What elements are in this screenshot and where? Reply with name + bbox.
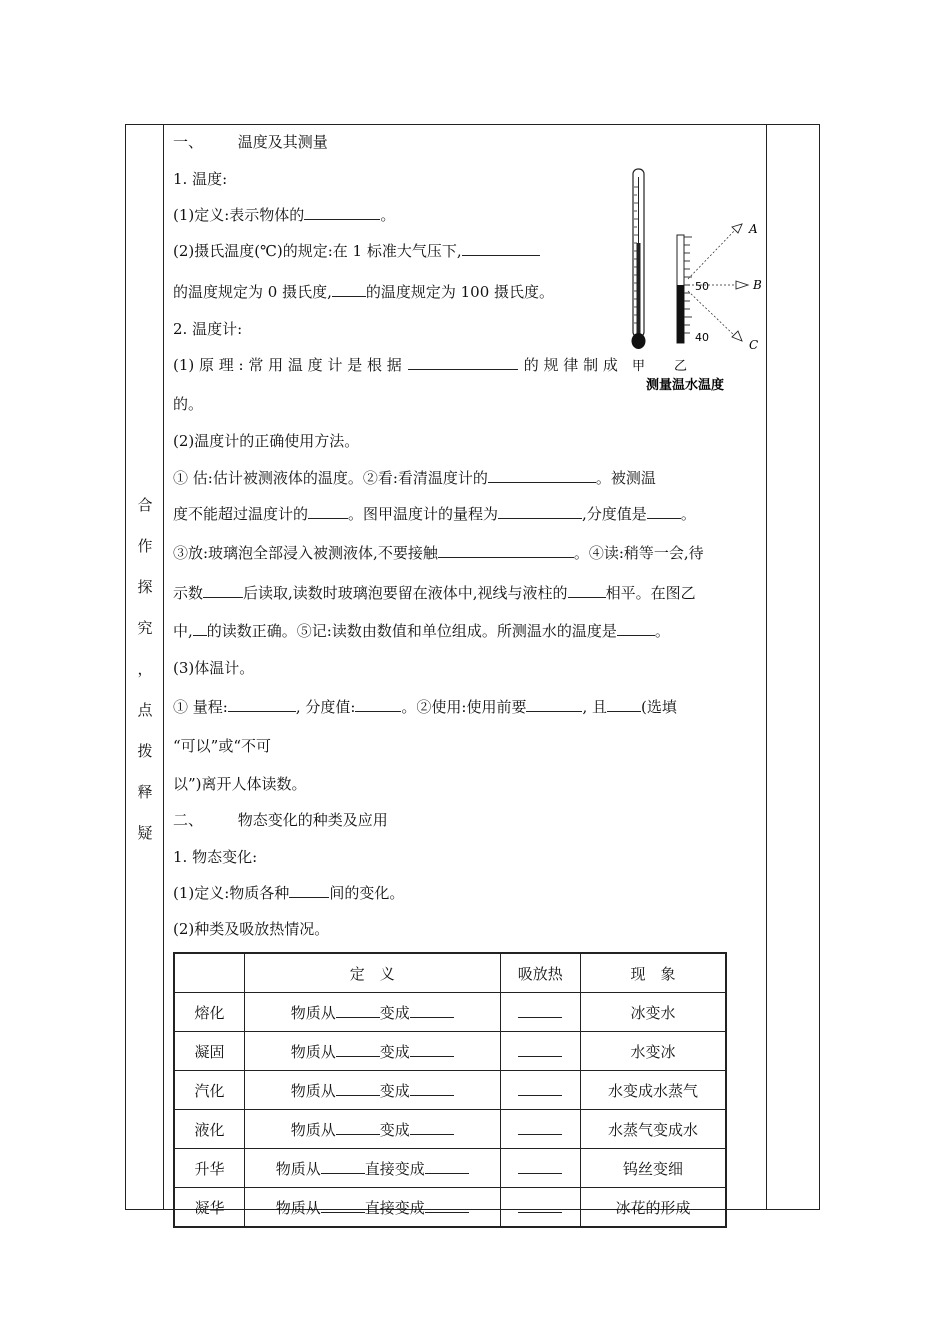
phenomenon-cell: 冰花的形成 (580, 1188, 726, 1228)
thermometer-jia-bulb (632, 333, 646, 349)
estimate-line: ① 估:估计被测液体的温度。②看:看清温度计的 。被测温 (173, 469, 656, 487)
heat-cell (500, 993, 580, 1032)
definition-cell: 物质从 变成 (245, 993, 500, 1032)
state-change-definition: (1)定义:物质各种 间的变化。 (173, 884, 405, 902)
record-line: 中, 的读数正确。⑤记:读数由数值和单位组成。所测温水的温度是 。 (173, 622, 670, 640)
state-name: 升华 (174, 1149, 245, 1188)
side-char: 拨 (137, 742, 153, 760)
side-char: 究 (137, 619, 153, 637)
table-row (174, 1071, 726, 1110)
side-char: ， (137, 660, 153, 678)
phenomenon-cell: 水蒸气变成水 (580, 1110, 726, 1149)
eye-a-label: A (749, 222, 758, 236)
tick-label-50: 50 (695, 280, 709, 293)
definition-cell: 物质从 直接变成 (245, 1149, 500, 1188)
table-row (174, 1110, 726, 1149)
state-name: 汽化 (174, 1071, 245, 1110)
header-cell: 现 象 (580, 953, 726, 993)
definition-line: (1)定义:表示物体的 。 (173, 206, 396, 224)
side-char: 作 (137, 537, 153, 555)
state-change-heading: 1. 物态变化: (173, 848, 258, 866)
definition-cell: 物质从 直接变成 (245, 1188, 500, 1228)
principle-line: (1) 原 理 : 常 用 温 度 计 是 根 据 的 规 律 制 成 (173, 356, 618, 374)
tick-label-40: 40 (695, 331, 709, 344)
principle-line-2: 的。 (173, 395, 204, 413)
heat-cell (500, 1149, 580, 1188)
eye-c-icon (732, 331, 742, 341)
section-1-title: 一、 温度及其测量 (173, 133, 328, 151)
kinds-heading: (2)种类及吸放热情况。 (173, 920, 330, 938)
usage-heading: (2)温度计的正确使用方法。 (173, 432, 360, 450)
definition-cell: 物质从 变成 (245, 1071, 500, 1110)
table-row (174, 993, 726, 1032)
header-cell: 吸放热 (500, 953, 580, 993)
temperature-heading: 1. 温度: (173, 170, 228, 188)
phenomenon-cell: 钨丝变细 (580, 1149, 726, 1188)
side-char: 合 (137, 496, 153, 514)
clinical-line-3: 以”)离开人体读数。 (173, 775, 307, 793)
side-label (126, 485, 164, 854)
thermometer-figure (628, 167, 803, 399)
phenomenon-cell: 水变成水蒸气 (580, 1071, 726, 1110)
thermometer-jia-liquid (637, 243, 641, 335)
table-row (174, 1149, 726, 1188)
clinical-line-2: “可以”或“不可 (173, 737, 272, 755)
side-char: 点 (137, 701, 153, 719)
clinical-line: ① 量程: , 分度值: 。②使用:使用前要 , 且 (选填 (173, 698, 677, 716)
phenomenon-cell: 冰变水 (580, 993, 726, 1032)
heat-cell (500, 1032, 580, 1071)
header-cell: 定 义 (245, 953, 500, 993)
state-change-table (173, 952, 727, 1228)
sightline-a (688, 229, 736, 279)
clinical-heading: (3)体温计。 (173, 659, 255, 677)
thermometer-heading: 2. 温度计: (173, 320, 243, 338)
thermometer-yi-liquid (677, 285, 684, 343)
state-name: 凝华 (174, 1188, 245, 1228)
celsius-line-2: 的温度规定为 0 摄氏度, 的温度规定为 100 摄氏度。 (173, 283, 555, 301)
read-line: 示数 后读取,读数时玻璃泡要留在液体中,视线与液柱的 相平。在图乙 (173, 584, 696, 602)
eye-c-label: C (749, 338, 759, 352)
eye-b-icon (736, 281, 748, 289)
definition-cell: 物质从 变成 (245, 1110, 500, 1149)
label-yi: 乙 (674, 359, 688, 374)
label-jia: 甲 (632, 359, 646, 374)
table-row (174, 1032, 726, 1071)
table-row (174, 1188, 726, 1228)
phenomenon-cell: 水变冰 (580, 1032, 726, 1071)
definition-cell: 物质从 变成 (245, 1032, 500, 1071)
figure-caption: 测量温水温度 (646, 378, 725, 393)
state-name: 液化 (174, 1110, 245, 1149)
heat-cell (500, 1110, 580, 1149)
side-char: 释 (137, 783, 153, 801)
header-cell (174, 953, 245, 993)
outer-frame (125, 124, 820, 1217)
heat-cell (500, 1188, 580, 1228)
heat-cell (500, 1071, 580, 1110)
section-2-title: 二、 物态变化的种类及应用 (173, 811, 388, 829)
place-line: ③放:玻璃泡全部浸入被测液体,不要接触 。④读:稍等一会,待 (173, 544, 704, 562)
state-name: 熔化 (174, 993, 245, 1032)
side-char: 疑 (137, 824, 153, 842)
side-char: 探 (137, 578, 153, 596)
table-header-row (174, 953, 726, 993)
state-name: 凝固 (174, 1032, 245, 1071)
eye-b-label: B (753, 278, 762, 292)
range-line: 度不能超过温度计的 。图甲温度计的量程为 ,分度值是 。 (173, 505, 696, 523)
celsius-line: (2)摄氏温度(℃)的规定:在 1 标准大气压下, (173, 240, 540, 261)
